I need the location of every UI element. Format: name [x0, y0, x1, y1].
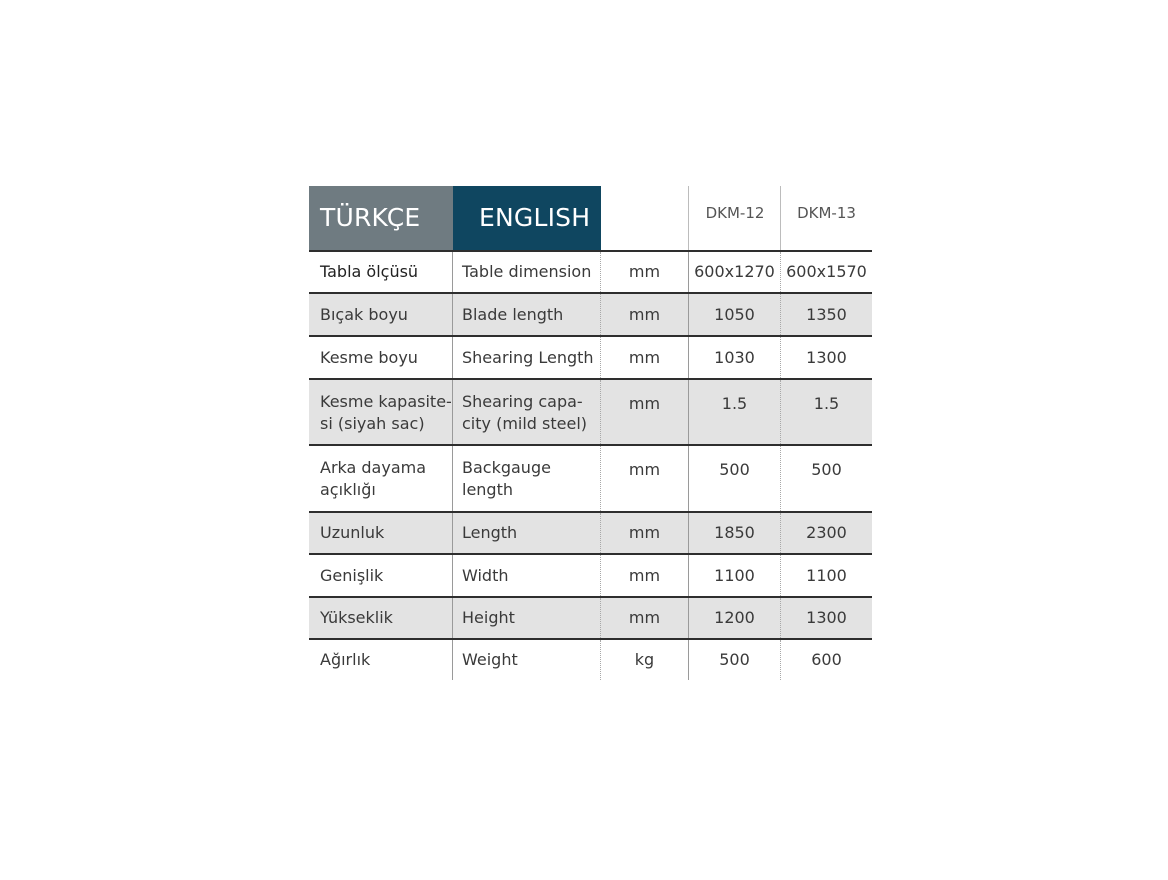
dkm12-value: 1.5 [689, 380, 781, 444]
model-header-dkm12: DKM-12 [705, 204, 765, 222]
dkm13-value: 600x1570 [786, 262, 867, 281]
table-row [309, 640, 872, 680]
unit-cell: mm [601, 337, 689, 378]
dkm12-value: 1100 [689, 555, 781, 596]
unit-cell: mm [601, 598, 689, 638]
unit-cell: mm [601, 555, 689, 596]
turkish-cell-line: si (siyah sac) [320, 414, 425, 433]
english-cell: Shearing Length [453, 337, 601, 378]
dkm13-value: 1300 [806, 347, 847, 367]
dkm13-value: 1100 [806, 565, 847, 585]
dkm13-value: 2300 [806, 523, 847, 542]
dkm12-value: 1850 [689, 513, 781, 553]
table-row [309, 513, 872, 555]
table-row [309, 337, 872, 380]
english-cell: Blade length [453, 294, 601, 335]
table-row [309, 294, 872, 337]
english-cell: Weight [453, 640, 601, 680]
turkish-cell: Genişlik [309, 555, 453, 596]
english-cell: Height [453, 598, 601, 638]
table-row [309, 598, 872, 640]
english-header: ENGLISH [453, 186, 601, 250]
dkm12-value: 500 [689, 640, 781, 680]
dkm12-value: 500 [689, 446, 781, 511]
english-cell: Table dimension [453, 252, 601, 292]
turkish-header: TÜRKÇE [309, 186, 453, 250]
english-cell [453, 446, 601, 511]
english-cell-line: length [462, 480, 513, 499]
table-row [309, 252, 872, 294]
english-cell-line: Backgauge [462, 458, 551, 477]
dkm13-value: 500 [811, 460, 842, 479]
unit-cell: mm [601, 294, 689, 335]
unit-cell: mm [601, 380, 689, 444]
unit-cell: mm [601, 513, 689, 553]
turkish-cell: Uzunluk [309, 513, 453, 553]
dkm13-value: 1350 [806, 304, 847, 324]
unit-cell: mm [601, 446, 689, 511]
dkm13-value: 600 [811, 650, 842, 669]
dkm13-value: 1.5 [813, 394, 840, 413]
english-cell: Length [453, 513, 601, 553]
turkish-cell-line: Arka dayama [320, 458, 427, 477]
spec-table [309, 186, 872, 680]
dkm12-value: 1050 [689, 294, 781, 335]
turkish-cell [309, 380, 453, 444]
table-row [309, 446, 872, 513]
turkish-cell-line: Kesme kapasite- [320, 392, 452, 411]
english-cell [453, 380, 601, 444]
english-cell-line: Shearing capa- [462, 392, 583, 411]
dkm12-value: 1200 [689, 598, 781, 638]
english-cell: Width [453, 555, 601, 596]
unit-cell: kg [601, 640, 689, 680]
model-header-dkm13: DKM-13 [797, 204, 856, 222]
turkish-cell: Ağırlık [309, 640, 453, 680]
dkm12-value: 600x1270 [689, 252, 781, 292]
english-cell-line: city (mild steel) [462, 414, 588, 433]
table-row [309, 555, 872, 598]
turkish-cell [309, 446, 453, 511]
dkm13-value: 1300 [806, 608, 847, 627]
unit-cell: mm [601, 252, 689, 292]
dkm12-value: 1030 [689, 337, 781, 378]
table-row [309, 380, 872, 446]
table-header [309, 186, 872, 252]
turkish-cell: Kesme boyu [309, 337, 453, 378]
turkish-cell: Yükseklik [309, 598, 453, 638]
turkish-cell-line: açıklığı [320, 480, 376, 499]
turkish-cell: Bıçak boyu [309, 294, 453, 335]
turkish-cell: Tabla ölçüsü [309, 252, 453, 292]
